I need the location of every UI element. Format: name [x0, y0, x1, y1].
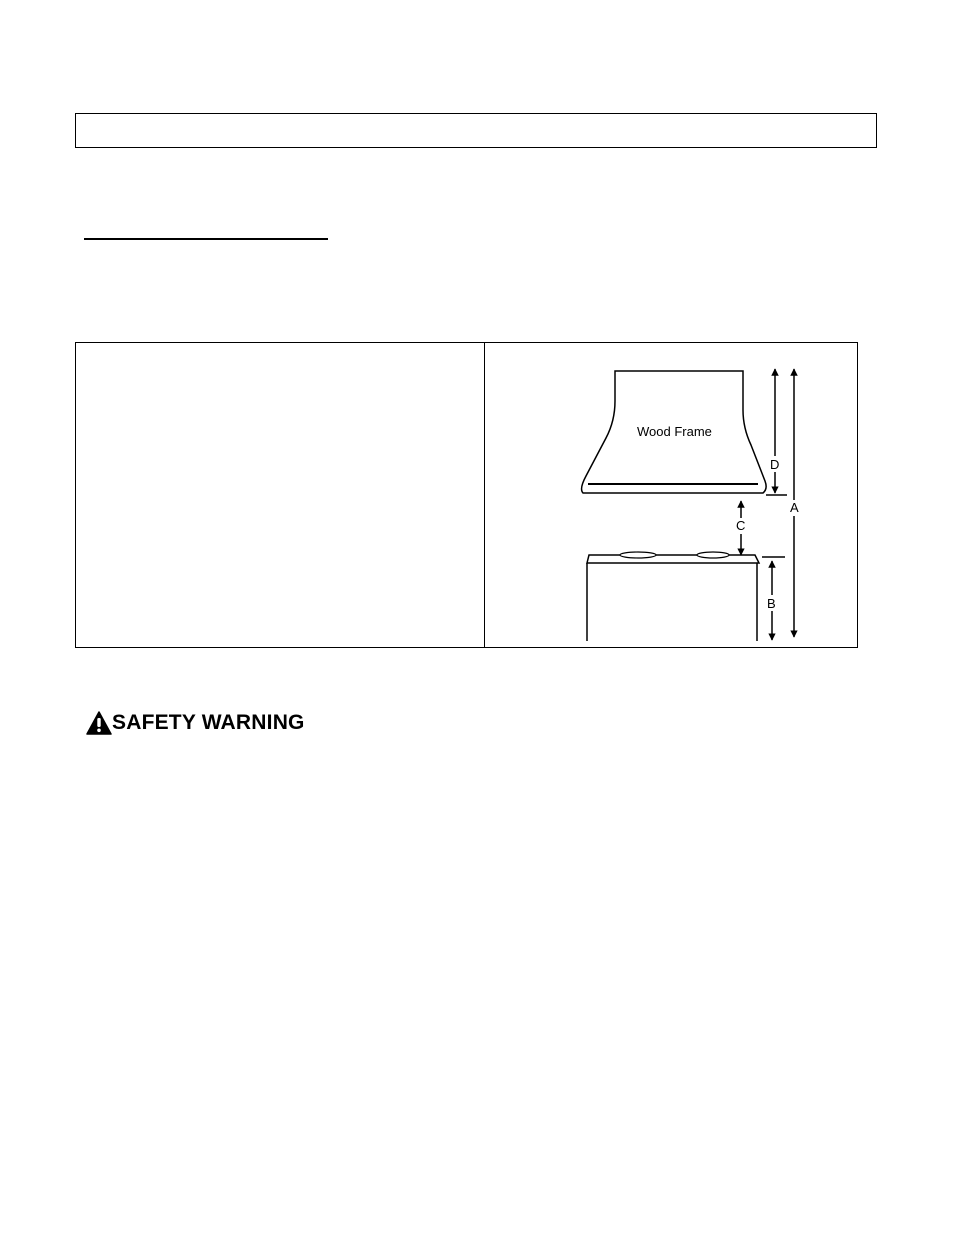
burner-right — [697, 552, 729, 558]
burner-left — [620, 552, 656, 558]
table-left-cell — [76, 343, 485, 647]
safety-warning-title: SAFETY WARNING — [112, 711, 305, 734]
dimension-b-label: B — [767, 596, 776, 611]
installation-clearance-table — [75, 342, 858, 648]
header-box — [75, 113, 877, 148]
section-heading-underline — [84, 238, 328, 240]
dimension-a-label: A — [790, 500, 799, 515]
dimension-d-label: D — [770, 457, 780, 472]
warning-triangle-icon — [86, 711, 112, 735]
table-right-cell — [485, 343, 857, 647]
dimension-c-label: C — [736, 518, 746, 533]
wood-frame-label: Wood Frame — [637, 424, 712, 439]
cooktop-surface — [587, 555, 759, 563]
safety-warning-heading — [86, 711, 305, 735]
clearance-diagram — [485, 343, 857, 647]
